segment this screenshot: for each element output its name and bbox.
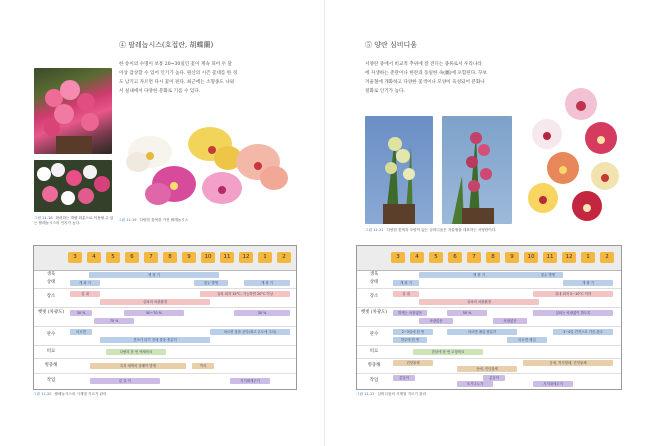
bar: 꽃눈 발생 [194,280,228,286]
bar: 마르면 [70,329,92,335]
bar: 차광없음 [419,318,453,324]
row-water [34,327,296,346]
month-box: 4 [87,252,101,263]
caption-text: 팔레놉시스의 시계열 기르기 관리 [54,392,107,396]
row-fertilizer [357,346,621,359]
bar: 생 장 기 [419,272,539,278]
caption-figure-11-19 [118,218,188,223]
bar: 실 내 [70,291,100,297]
month-box: 11 [220,252,234,263]
row-label: 장소 [46,294,56,299]
row-label: 작업 [46,378,56,383]
month-box: 7 [144,252,158,263]
figure-label: 그림 11-19 [118,218,137,222]
bar: 50 % [447,310,487,316]
month-box: 12 [239,252,253,263]
bar: 밝게는 차광없음 [393,310,427,316]
photo-cymbidium-green [365,116,433,224]
month-box: 2 [277,252,291,263]
row-label: 생육 상태 [369,272,379,285]
row-light [357,308,621,327]
photo-cymbidium-variety-graphic [521,86,625,226]
month-box: 9 [505,252,519,263]
row-label: 작업 [369,378,379,383]
bar: 실외는 차광없이 밝도록 [533,310,613,316]
bar: 차광없음 [493,318,527,324]
bar: 건조가 되기 전에 물을 충분히 [100,337,210,343]
row-work [357,374,621,388]
bar: 응애, 진딧물제 [457,366,517,372]
body-line: 절화로 인기가 높다. [365,89,405,94]
row-label: 햇빛 (차광도) [360,310,388,315]
bar: 3~4일 간격으로 가끔 관수 [553,329,613,335]
month-box: 2 [600,252,614,263]
bar: 생 장 기 [89,272,219,278]
bar: 30 % [234,310,290,316]
bar: 진딧물제 [393,360,433,366]
caption-figure-11-18 [34,216,116,226]
row-place [357,289,621,308]
month-box: 9 [182,252,196,263]
month-box: 5 [106,252,120,263]
bar: 개 화 기 [393,280,419,286]
bar: 깍지 [192,363,214,369]
table-caption-11-20 [33,392,107,397]
month-header [34,246,296,271]
bar: 마르면 매일 충분히 [447,329,517,335]
row-work [34,374,296,388]
body-line: 에 자생하는 춘란이나 한란과 동일한 속(屬)에 포함된다. 꾸보 [365,71,487,76]
body-text-phalaenopsis [119,60,319,96]
month-box: 10 [201,252,215,263]
bar: 실내 최저 5~10°C 이하 [533,291,613,297]
body-line: 한 송이의 수명이 보통 20~30일인 꽃이 계속 피어 두 달 [119,62,232,67]
month-box: 7 [467,252,481,263]
bar: 한달에 한 번 고형비료 [413,349,483,355]
bar: 꽃눈 발생 [533,272,563,278]
body-line: 이상 감상할 수 있어 인기가 높다. 원산의 시즌 꽃대를 한 경 [119,71,238,76]
bar: 50~70 % [124,310,184,316]
bar: 마르면 물을 준다(최고 온도에 주의) [210,329,290,335]
photo-phalaenopsis-pink-pot [34,68,112,154]
row-pests [357,359,621,374]
bar: 분갈이 [393,375,415,381]
month-box: 8 [486,252,500,263]
row-fertilizer [34,346,296,359]
row-label: 비료 [369,349,379,354]
bar: 개 화 기 [563,280,613,286]
bar: 포기나누기 [457,381,493,387]
month-box: 3 [391,252,405,263]
photo-flowers-graphic [34,68,112,154]
month-box: 8 [163,252,177,263]
row-pests [34,359,296,374]
row-growth [34,270,296,289]
row-label: 병충해 [367,363,381,368]
body-line: 서 실내에서 다양한 분화로 기를 수 있다. [119,89,201,94]
section-title-cymbidium: ⑤ 양란 심비디움 [365,41,418,49]
section-title-phalaenopsis: ④ 팔레놉시스(호접란, 胡蝶蘭) [119,41,214,49]
figure-label: 그림 11-20 [33,392,52,396]
month-box: 6 [125,252,139,263]
bar: 마르면 매일 [507,337,547,343]
row-label: 장소 [369,294,379,299]
photo-cymbidium-pink-graphic [442,116,512,224]
bar: 특히 새싹의 달팽이 발생 [90,363,186,369]
month-box: 12 [562,252,576,263]
caption-text: 심비디움의 시계열 기르기 관리 [377,392,427,396]
row-place [34,289,296,308]
caption-text: 다양한 꽃색과 모양이 있는 심비디움은 겨울철을 대표하는 서양란이다. [386,228,497,232]
figure-label: 그림 11-22 [356,392,375,396]
caption-text: 다양한 꽃색을 가진 팔레놉시스 [139,218,189,222]
month-box: 5 [429,252,443,263]
photo-phalaenopsis-mixed-display [34,160,112,212]
bar: 실외의 차광환경 [100,299,210,305]
row-growth [357,270,621,289]
bar: 하루에 한 번 [393,337,427,343]
month-box: 3 [68,252,82,263]
bar: 분갈이 [483,375,505,381]
bar: 분 갈 이 [90,378,160,384]
month-box: 1 [581,252,595,263]
bar: 다량의 한 번 액체비료 [106,349,166,355]
caption-figure-11-21 [365,228,496,233]
schedule-table-phalaenopsis [33,245,297,390]
row-label: 관수 [46,332,56,337]
month-box: 4 [410,252,424,263]
bar: 70 % [94,318,134,324]
bar: 실 내 [393,291,419,297]
photo-variety-graphic [118,122,296,212]
row-label: 생육 상태 [46,272,56,285]
schedule-table-cymbidium [356,245,622,390]
photo-display-graphic [34,160,112,212]
photo-cymbidium-pink [442,116,512,224]
bar: 개 화 기 [70,280,100,286]
row-label: 병충해 [44,363,58,368]
bar: 2~3일에 한 번 [393,329,433,335]
row-water [357,327,621,346]
right-page [325,0,650,446]
bar: 실외 최저 15°C, 가능하면 20°C 이상 [200,291,290,297]
month-box: 10 [524,252,538,263]
month-header [357,246,621,271]
bar: 응애, 깍지벌레, 진딧물제 [523,360,613,366]
body-line: 도 남기고 자르면 다시 꽃이 핀다. 최근에는 소형종도 나와 [119,80,235,85]
row-label: 관수 [369,332,379,337]
bar: 실외의 차광환경 [419,299,539,305]
row-label: 햇빛 (차광도) [37,310,65,315]
photo-phalaenopsis-color-variety [118,122,296,212]
body-line: 겨울철에 개화하고 다양한 꽃색이나 모양이 육성되어 분화나 [365,80,485,85]
bar: 30 % [70,310,92,316]
body-line: 서양란 중에서 비교적 추위에 잘 견디는 종류로서 우리나라 [365,62,482,67]
figure-label: 그림 11-21 [365,228,384,232]
month-box: 11 [543,252,557,263]
table-caption-11-22 [356,392,426,397]
bar: 개 화 기 [244,280,290,286]
row-light [34,308,296,327]
bar: 지지대세우기 [533,381,573,387]
month-box: 1 [258,252,272,263]
caption-text: 화려하는 개량 화분으로 이용될 수 있는 팔레놉시스의 인기가 높다. [34,216,114,225]
row-label: 비료 [46,349,56,354]
photo-cymbidium-variety [521,86,625,226]
figure-label: 그림 11-18 [34,216,53,220]
bar: 지지대세우기 [230,378,270,384]
photo-cymbidium-green-graphic [365,116,433,224]
month-box: 6 [448,252,462,263]
